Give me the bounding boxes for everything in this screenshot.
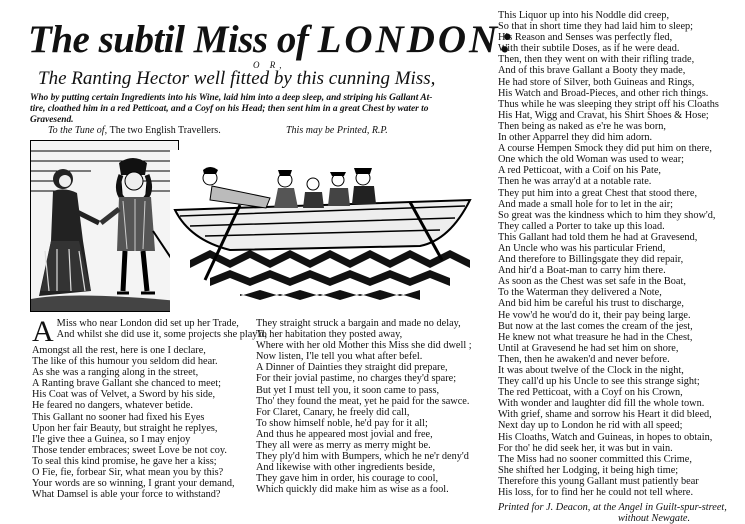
- verse-line: And whilst she did use it, some projects she play'd,: [56, 329, 268, 341]
- or-divider: O R,: [253, 60, 286, 70]
- verse-line: They gave him in order, his courage to cool,: [256, 473, 439, 485]
- verse-line: They called a Porter to take up this load.: [498, 220, 665, 232]
- verse-line: He vow'd he wou'd do it, their pay being large.: [498, 309, 691, 321]
- verse-line: One which the old Woman was used to wear;: [498, 154, 684, 166]
- verse-line: His loss, for to find her he could not tell where.: [498, 487, 694, 499]
- verse-line: And made a small hole for to let in the air;: [498, 198, 673, 210]
- verse-line: Therefore this young Gallant must patiently bear: [498, 475, 699, 487]
- verse-line: The red Petticoat, with a Coyf on his Crown,: [498, 387, 683, 399]
- verse-line: To show himself noble, he'd pay for it all;: [256, 417, 428, 429]
- verse-line: This Liquor up into his Noddle did creep,: [498, 10, 670, 21]
- verse-line: The like of this humour you seldom did hear.: [32, 356, 218, 368]
- verse-line: With wonder and laughter did fill the whole town.: [498, 398, 705, 410]
- verse-line: A course Hempen Smock they did put him on there,: [498, 143, 712, 155]
- verse-line: With grief, shame and sorrow his Heart it did bleed,: [498, 409, 712, 421]
- verse-line: So great was the kindness which to him they show'd,: [498, 209, 716, 221]
- verse-line: And of this brave Gallant a Booty they made,: [498, 65, 686, 77]
- description-line: tire, cloathed him in a red Petticoat, and a Coyf on his Head; then sent him in a great Chest by water to: [30, 103, 429, 114]
- verse-line: An Uncle who was his particular Friend,: [498, 242, 666, 254]
- verse-line: A Ranting brave Gallant she chanced to meet;: [32, 378, 221, 390]
- verse-line: And likewise with other ingredients beside,: [256, 462, 436, 474]
- verse-column-3: [498, 10, 727, 524]
- description-line: Gravesend.: [30, 114, 74, 125]
- verse-line: A Dinner of Dainties they straight did prepare,: [256, 362, 448, 374]
- tune-name: The two English Travellers.: [109, 125, 221, 136]
- verse-column-1: [32, 315, 268, 501]
- verse-line: In other Apparrel they did him adorn.: [498, 132, 653, 144]
- license-line: This may be Printed, R.P.: [286, 125, 388, 136]
- verse-line: This Gallant had told them he had at Gravesend,: [498, 231, 698, 243]
- verse-line: Then being as naked as e're he was born,: [498, 120, 666, 132]
- title-prefix: The subtil Miss of: [28, 18, 318, 61]
- ballad-title: [28, 20, 516, 60]
- verse-line: Miss who near London did set up her Trade,: [56, 318, 239, 329]
- verse-line: It was about twelve of the Clock in the night,: [498, 365, 684, 376]
- verse-line: A red Petticoat, with a Coif on his Pate,: [498, 165, 662, 177]
- verse-line: Your words are so winning, I grant your demand,: [32, 478, 235, 490]
- verse-line: Next day up to London he rid with all speed;: [498, 420, 683, 432]
- verse-line: His Hat, Wigg and Cravat, his Shirt Shoes & Hose;: [498, 109, 709, 121]
- verse-line: To her habitation they posted away,: [256, 329, 403, 341]
- verse-line: Then he was array'd at a notable rate.: [498, 176, 652, 188]
- ballad-description: [30, 93, 475, 125]
- verse-line: As she was a ranging along in the street,: [32, 367, 199, 379]
- verse-line: And thus he appeared most jovial and free,: [256, 428, 433, 440]
- verse-line: Now listen, I'le tell you what after befel.: [256, 351, 423, 363]
- verse-line: As soon as the Chest was set safe in the Boat,: [498, 276, 686, 288]
- verse-line: O Fie, fie, forbear Sir, what mean you by this?: [32, 467, 224, 479]
- verse-line: Which quickly did make him as wise as a fool.: [256, 484, 449, 496]
- verse-line: But now at the last comes the cream of the jest,: [498, 320, 693, 332]
- verse-line: They ply'd him with Bumpers, which he ne'r deny'd: [256, 451, 469, 463]
- verse-line: They straight struck a bargain and made no delay,: [256, 318, 461, 329]
- woodcut-couple-illustration: [30, 140, 179, 312]
- verse-line: The Miss had no sooner committed this Crime,: [498, 453, 692, 465]
- verse-line: Amongst all the rest, here is one I declare,: [32, 345, 206, 356]
- verse-line: For tho' he did seek her, it was but in vain.: [498, 442, 673, 454]
- tune-label: To the Tune of,: [48, 125, 108, 136]
- verse-line: His Reason and Senses was perfectly fled,: [498, 32, 673, 44]
- verse-line: Until at Gravesend he had set him on shore,: [498, 342, 679, 354]
- verse-line: They call'd up his Uncle to see this strange sight;: [498, 376, 700, 388]
- verse-line: He feared no dangers, whatever betide.: [32, 400, 193, 412]
- description-line: Who by putting certain Ingredients into his Wine, laid him into a deep sleep, and striping his Gallant At-: [30, 93, 433, 103]
- verse-line: To seal this kind promise, he gave her a kiss;: [32, 455, 217, 467]
- verse-line: I'le give thee a Guinea, so I may enjoy: [32, 433, 191, 445]
- verse-line: Where with her old Mother this Miss she did dwell ;: [256, 340, 472, 352]
- imprint-line: without Newgate.: [618, 513, 691, 524]
- verse-column-2: [256, 318, 472, 496]
- ballad-subtitle: The Ranting Hector well fitted by this cunning Miss,: [38, 68, 436, 89]
- verse-line: They put him into a great Chest that stood there,: [498, 187, 698, 199]
- verse-line: Thus while he was sleeping they stript off his Cloaths: [498, 98, 719, 110]
- imprint-line: Printed for J. Deacon, at the Angel in Guilt-spur-street,: [498, 502, 727, 514]
- verse-line: His Watch and Broad-Pieces, and other rich things.: [498, 87, 709, 99]
- verse-line: His Coat was of Velvet, a Sword by his side,: [32, 389, 216, 401]
- verse-line: They all were as merry as merry might be.: [256, 440, 431, 452]
- verse-line: Upon her fair Beauty, but straight he replyes,: [32, 422, 218, 434]
- verse-line: She shifted her Lodging, it being high time;: [498, 464, 679, 476]
- title-city: LONDON:: [317, 18, 517, 61]
- woodcut-boat-illustration: [170, 150, 480, 315]
- drop-cap: A: [32, 315, 54, 348]
- verse-line: What Damsel is able your force to withstand?: [32, 489, 221, 501]
- verse-line: And hir'd a Boat-man to carry him there.: [498, 265, 666, 277]
- verse-line: For Claret, Canary, he freely did call,: [256, 406, 410, 418]
- verse-line: And bid him be careful his trust to discharge,: [498, 298, 684, 310]
- verse-line: Then, then they went on with their rifling trade,: [498, 54, 695, 66]
- verse-line: He had store of Silver, both Guineas and Rings,: [498, 76, 695, 88]
- tune-line: [48, 125, 221, 136]
- verse-line: His Cloaths, Watch and Guineas, in hopes to obtain,: [498, 431, 713, 443]
- verse-line: This Gallant no sooner had fixed his Eyes: [32, 411, 205, 423]
- verse-line: But yet I must tell you, it soon came to pass,: [256, 384, 440, 396]
- verse-line: For their jovial pastime, no charges they'd spare;: [256, 373, 457, 385]
- verse-line: Then, then he awaken'd and never before.: [498, 353, 670, 365]
- verse-line: So that in short time they had laid him to sleep;: [498, 21, 694, 33]
- verse-line: Tho' they found the meat, yet he paid for the sawce.: [256, 395, 470, 407]
- verse-line: To the Waterman they delivered a Note,: [498, 287, 662, 299]
- verse-line: And therefore to Billingsgate they did repair,: [498, 254, 684, 266]
- verse-line: Those tender embraces; sweet Love be not coy.: [32, 444, 227, 456]
- verse-line: He knew not what treasure he had in the Chest,: [498, 331, 693, 343]
- verse-line: With their subtile Doses, as if he were dead.: [498, 43, 680, 55]
